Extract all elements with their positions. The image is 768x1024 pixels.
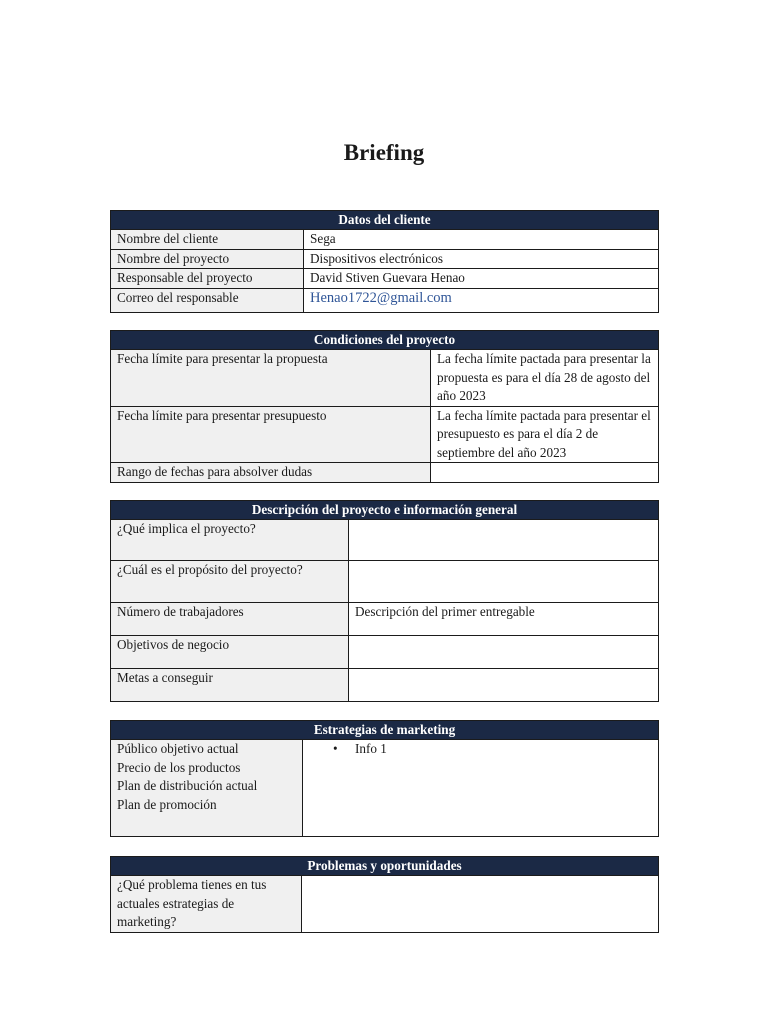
- table-row: [111, 288, 659, 312]
- page-title: Briefing: [343, 140, 425, 165]
- email-link[interactable]: Henao1722@gmail.com: [310, 289, 452, 306]
- project-name-value: Dispositivos electrónicos: [304, 249, 659, 269]
- row-label: Nombre del cliente: [111, 230, 304, 250]
- marketing-labels: [111, 740, 303, 837]
- row-value: Descripción del primer entregable: [349, 603, 659, 636]
- problems-table: [110, 856, 659, 933]
- table-row: [111, 249, 659, 269]
- table-row: [111, 740, 659, 837]
- table-header-problems: Problemas y oportunidades: [111, 857, 659, 876]
- client-data-table: [110, 210, 659, 313]
- row-label: ¿Qué problema tienes en tus actuales estrategias de marketing?: [111, 876, 302, 933]
- proposal-deadline-value: La fecha límite pactada para presentar la propuesta es para el día 28 de agosto del año 2023: [431, 350, 659, 407]
- table-row: [111, 350, 659, 407]
- marketing-strategies-table: [110, 720, 659, 837]
- row-label: Fecha límite para presentar la propuesta: [111, 350, 431, 407]
- conditions-table: [110, 330, 659, 483]
- table-row: [111, 603, 659, 636]
- table-row: [111, 230, 659, 250]
- row-value: [349, 636, 659, 669]
- table-header-client: Datos del cliente: [111, 211, 659, 230]
- row-value: [349, 520, 659, 561]
- table-row: [111, 269, 659, 289]
- row-label: Nombre del proyecto: [111, 249, 304, 269]
- row-label: Objetivos de negocio: [111, 636, 349, 669]
- marketing-info-cell: [303, 740, 659, 837]
- row-label: Plan de promoción: [117, 796, 217, 812]
- row-label: Responsable del proyecto: [111, 269, 304, 289]
- project-description-table: [110, 500, 659, 702]
- row-value: [302, 876, 659, 933]
- row-label: ¿Cuál es el propósito del proyecto?: [111, 561, 349, 603]
- table-header-description: Descripción del proyecto e información general: [111, 501, 659, 520]
- table-row: [111, 669, 659, 702]
- row-label: Número de trabajadores: [111, 603, 349, 636]
- table-header-conditions: Condiciones del proyecto: [111, 331, 659, 350]
- budget-deadline-value: La fecha límite pactada para presentar el presupuesto es para el día 2 de septiembre del año 2023: [431, 406, 659, 463]
- table-header-marketing: Estrategias de marketing: [111, 721, 659, 740]
- row-label: Público objetivo actual: [117, 741, 239, 756]
- project-owner-value: David Stiven Guevara Henao: [304, 269, 659, 289]
- row-label: Plan de distribución actual: [117, 778, 258, 793]
- row-label: Precio de los productos: [117, 759, 241, 775]
- table-row: [111, 636, 659, 669]
- bullet-icon: •: [333, 741, 338, 756]
- row-label: Fecha límite para presentar presupuesto: [111, 406, 431, 463]
- table-row: [111, 561, 659, 603]
- list-item-text: Info 1: [355, 741, 387, 756]
- questions-range-value: [431, 463, 659, 483]
- row-label: Metas a conseguir: [111, 669, 349, 702]
- table-row: [111, 463, 659, 483]
- list-item: [333, 740, 652, 759]
- client-name-value: Sega: [304, 230, 659, 250]
- table-row: [111, 876, 659, 933]
- row-value: [349, 561, 659, 603]
- table-row: [111, 406, 659, 463]
- row-label: Correo del responsable: [111, 288, 304, 312]
- row-label: ¿Qué implica el proyecto?: [111, 520, 349, 561]
- table-row: [111, 520, 659, 561]
- row-label: Rango de fechas para absolver dudas: [111, 463, 431, 483]
- row-value: [349, 669, 659, 702]
